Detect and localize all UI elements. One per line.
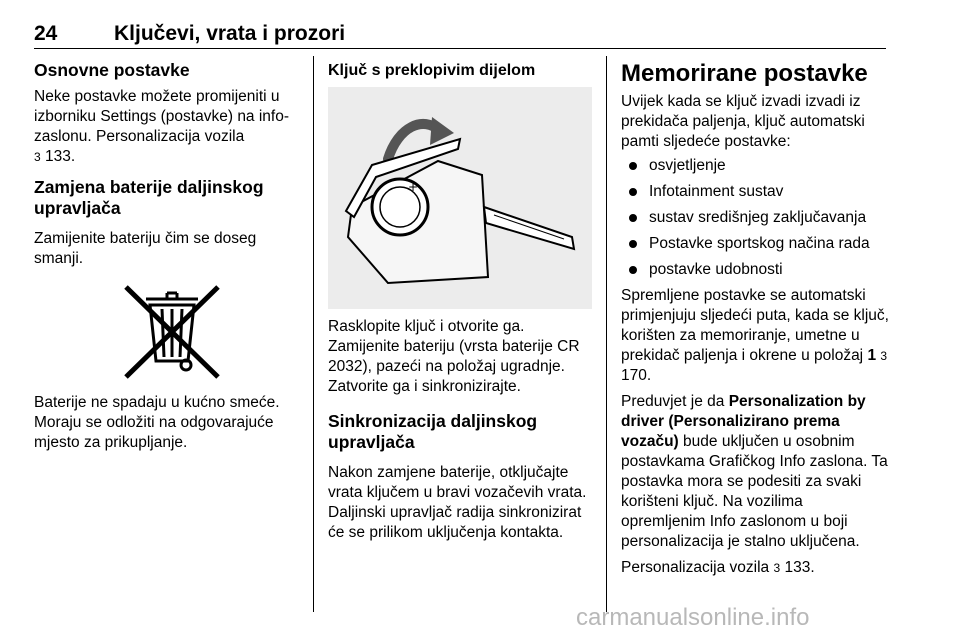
paragraph-prerequisite: Preduvjet je da Personalization by driver (Personalizirano prema vozaču) bude uključen u osobnim postavkama Grafičkog Info zaslona. Ta postavka mora se podesiti za svaki korišteni ključ. Na vozilima opremljenim Info zaslonom u boji personalizacija je stalno uključena. bbox=[621, 393, 888, 550]
heading-memorised-settings: Memorirane postavke bbox=[621, 60, 868, 87]
column-right bbox=[621, 60, 891, 578]
paragraph-personalisation: Personalizacija vozila 3 133. bbox=[621, 559, 815, 576]
bullet-icon bbox=[629, 188, 637, 196]
paragraph-memorised: Uvijek kada se ključ izvadi izvadi iz prekidača paljenja, ključ automatski pamti sljedeće postavke: bbox=[621, 93, 865, 150]
list-item: Infotainment sustav bbox=[621, 182, 891, 202]
heading-folding-key: Ključ s preklopivim dijelom bbox=[328, 62, 536, 79]
column-left bbox=[34, 60, 296, 453]
key-battery-illustration bbox=[328, 87, 592, 309]
bullet-icon bbox=[629, 214, 637, 222]
paragraph-basic-settings: Neke postavke možete promijeniti u izborniku Settings (postavke) na info-zaslonu. Personalizacija vozila 3 133. bbox=[34, 88, 290, 165]
list-item: osvjetljenje bbox=[621, 156, 891, 176]
bullet-icon bbox=[629, 266, 637, 274]
arrow-ref-icon: 3 bbox=[880, 349, 888, 363]
crossed-bin-icon bbox=[112, 283, 232, 383]
paragraph-battery: Zamijenite bateriju čim se doseg smanji. bbox=[34, 230, 257, 267]
bullet-icon bbox=[629, 240, 637, 248]
list-item: sustav središnjeg zaključavanja bbox=[621, 208, 891, 228]
page-header bbox=[34, 16, 886, 49]
list-item: Postavke sportskog načina rada bbox=[621, 234, 891, 254]
watermark: carmanualsonline.info bbox=[576, 604, 810, 631]
arrow-ref-icon: 3 bbox=[34, 150, 41, 164]
list-item: postavke udobnosti bbox=[621, 260, 891, 280]
heading-battery-replacement: Zamjena baterije daljinskog upravljača bbox=[34, 177, 264, 218]
page-ref[interactable]: 170. bbox=[621, 367, 652, 384]
bullet-icon bbox=[629, 162, 637, 170]
column-middle bbox=[328, 60, 592, 543]
page-ref[interactable]: 133. bbox=[784, 559, 815, 576]
column-divider bbox=[313, 56, 314, 612]
arrow-ref-icon: 3 bbox=[773, 561, 781, 575]
chapter-title: Ključevi, vrata i prozori bbox=[114, 22, 346, 45]
heading-sync: Sinkronizacija daljinskog upravljača bbox=[328, 411, 538, 452]
heading-basic-settings: Osnovne postavke bbox=[34, 60, 190, 80]
paragraph-saved-settings: Spremljene postavke se automatski primjenjuju sljedeći puta, kada se ključ, korišten za memoriranje, umetne u prekidač paljenja i okrene u položaj 1 3 170. bbox=[621, 287, 889, 384]
paragraph-disposal: Baterije ne spadaju u kućno smeće. Moraju se odložiti na odgovarajuće mjesto za prikupljanje. bbox=[34, 394, 280, 451]
settings-list bbox=[621, 156, 891, 280]
page-number: 24 bbox=[34, 22, 58, 45]
column-divider bbox=[606, 56, 607, 612]
svg-text:+: + bbox=[408, 180, 419, 194]
paragraph-sync: Nakon zamjene baterije, otključajte vrata ključem u bravi vozačevih vrata. Daljinski upravljač radija sinkronizirat će se prilikom uključenja kontakta. bbox=[328, 464, 587, 541]
page-ref[interactable]: 133. bbox=[45, 148, 76, 165]
paragraph-open-key: Rasklopite ključ i otvorite ga. Zamijenite bateriju (vrsta baterije CR 2032), pazeći na položaj ugradnje. Zatvorite ga i sinkronizirajte. bbox=[328, 318, 580, 395]
